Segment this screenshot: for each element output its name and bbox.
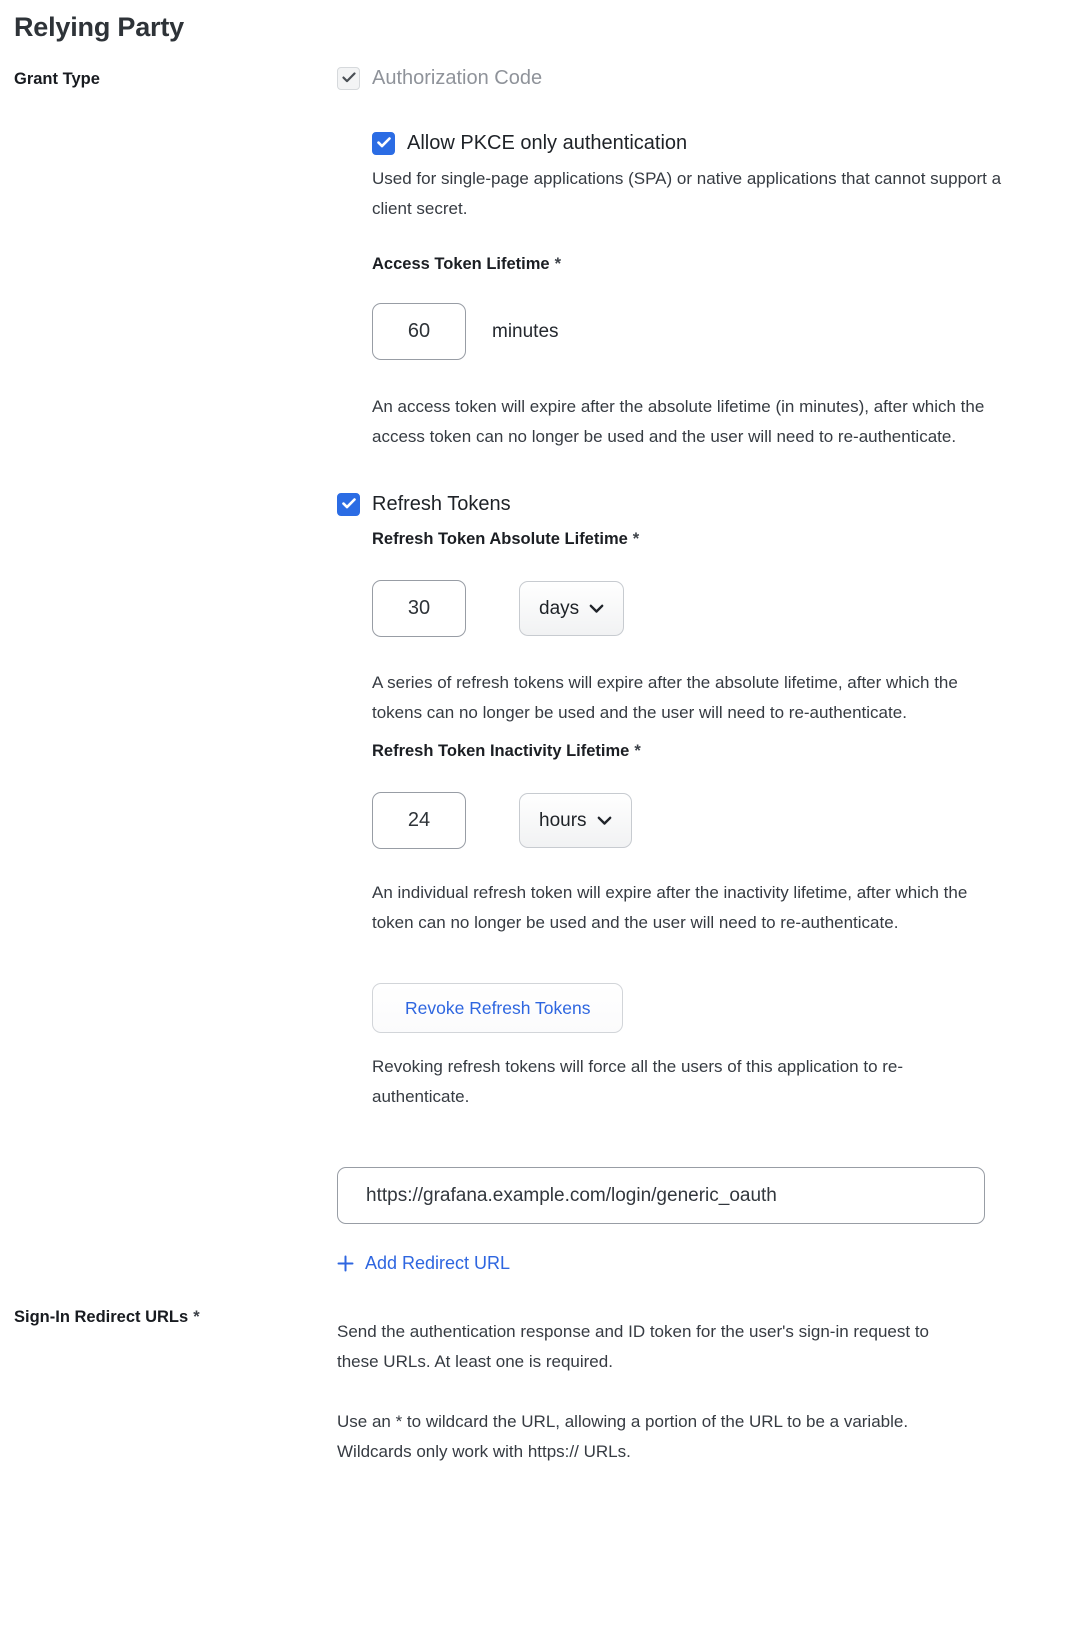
refresh-inactivity-lifetime-label: Refresh Token Inactivity Lifetime * [372, 742, 641, 760]
refresh-tokens-settings [372, 530, 1060, 1112]
pkce-row [372, 132, 1060, 155]
refresh-inactivity-help-text: An individual refresh token will expire after the inactivity lifetime, after which the token can no longer be used and the user will need to re-authenticate. [372, 883, 968, 932]
checkmark-icon [342, 496, 356, 514]
required-asterisk: * [632, 530, 640, 548]
refresh-tokens-checkbox[interactable] [337, 493, 360, 516]
refresh-inactivity-lifetime-row [372, 792, 1060, 849]
refresh-absolute-unit-dropdown[interactable] [519, 581, 624, 636]
required-asterisk: * [554, 255, 562, 273]
grant-type-content [337, 67, 1060, 1112]
authorization-code-label: Authorization Code [372, 67, 543, 89]
required-asterisk: * [634, 742, 641, 760]
authorization-code-settings [372, 132, 1060, 452]
redirect-urls-content [337, 1167, 1060, 1467]
add-redirect-url-row [337, 1253, 1060, 1277]
checkmark-icon [342, 70, 356, 88]
pkce-checkbox[interactable] [372, 132, 395, 155]
redirect-urls-label: Sign-In Redirect URLs * [14, 1307, 200, 1326]
refresh-inactivity-lifetime-input[interactable] [372, 792, 466, 849]
refresh-absolute-unit-value: days [539, 597, 580, 619]
access-token-lifetime-unit: minutes [492, 320, 559, 342]
refresh-tokens-row [337, 493, 1060, 516]
access-token-lifetime-label: Access Token Lifetime * [372, 255, 562, 273]
grant-type-label: Grant Type [14, 70, 100, 88]
refresh-absolute-lifetime-row [372, 580, 1060, 637]
chevron-down-icon [589, 604, 604, 614]
redirect-urls-wildcard-help-text: Use an * to wildcard the URL, allowing a portion of the URL to be a variable. Wildcards only work with https:// URLs. [337, 1412, 909, 1461]
grant-type-section [14, 67, 1060, 1112]
redirect-url-input[interactable] [337, 1167, 985, 1224]
refresh-inactivity-unit-dropdown[interactable] [519, 793, 632, 848]
access-token-lifetime-input[interactable] [372, 303, 466, 360]
pkce-label: Allow PKCE only authentication [407, 132, 688, 154]
authorization-code-checkbox[interactable] [337, 67, 360, 90]
refresh-inactivity-unit-value: hours [539, 809, 587, 831]
access-token-lifetime-row [372, 303, 1060, 360]
plus-icon [337, 1255, 354, 1272]
authorization-code-row [337, 67, 1060, 90]
chevron-down-icon [597, 816, 612, 826]
add-redirect-url-label: Add Redirect URL [365, 1253, 511, 1273]
refresh-absolute-lifetime-label: Refresh Token Absolute Lifetime * [372, 530, 640, 548]
refresh-absolute-help-text: A series of refresh tokens will expire after the absolute lifetime, after which the tokens can no longer be used and the user will need to re-authenticate. [372, 673, 958, 722]
checkmark-icon [377, 135, 391, 153]
refresh-absolute-lifetime-input[interactable] [372, 580, 466, 637]
required-asterisk: * [193, 1307, 200, 1326]
revoke-refresh-tokens-button[interactable]: Revoke Refresh Tokens [372, 983, 623, 1033]
page-title: Relying Party [14, 12, 184, 42]
revoke-help-text: Revoking refresh tokens will force all the users of this application to re-authenticate. [372, 1057, 904, 1106]
refresh-tokens-label: Refresh Tokens [372, 493, 511, 515]
redirect-urls-section [14, 1167, 1060, 1467]
redirect-urls-help-text: Send the authentication response and ID token for the user's sign-in request to these URLs. At least one is required. [337, 1322, 930, 1371]
access-token-help-text: An access token will expire after the absolute lifetime (in minutes), after which the access token can no longer be used and the user will need to re-authenticate. [372, 397, 985, 446]
pkce-help-text: Used for single-page applications (SPA) or native applications that cannot support a client secret. [372, 169, 1002, 218]
add-redirect-url-link[interactable] [337, 1253, 510, 1274]
